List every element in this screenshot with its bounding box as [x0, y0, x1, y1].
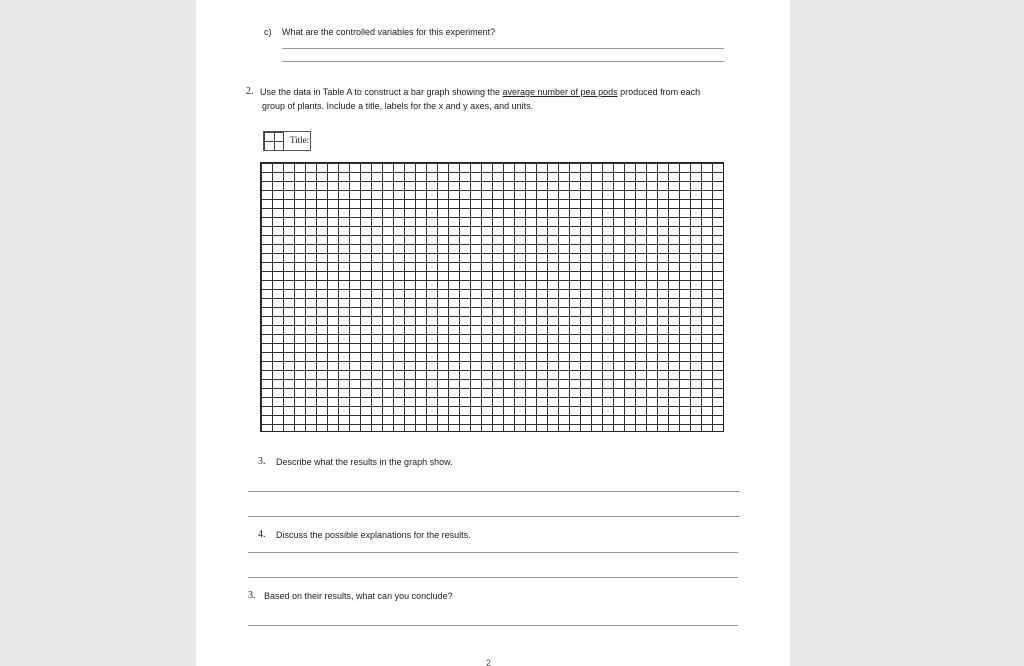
question-2-line2: group of plants. Include a title, labels for the x and y axes, and units.	[262, 101, 534, 111]
question-2-line1: Use the data in Table A to construct a bar graph showing the average number of pea pods produced from each	[260, 87, 701, 97]
answer-line	[248, 491, 740, 492]
underlined-phrase: average number of pea pods	[502, 87, 618, 97]
answer-line	[282, 61, 724, 62]
question-3-text: Describe what the results in the graph show.	[276, 457, 453, 467]
answer-line	[248, 625, 738, 626]
answer-line	[248, 552, 738, 553]
answer-line	[248, 577, 738, 578]
worksheet-page	[196, 0, 790, 666]
graph-title-box	[263, 131, 311, 151]
page-number: 2	[486, 658, 492, 666]
graph-title-label: Title:	[290, 135, 310, 145]
question-c-label: c)	[264, 27, 272, 37]
question-5-number: 3.	[248, 590, 256, 601]
question-4-number: 4.	[258, 529, 266, 540]
graph-paper-grid[interactable]	[260, 162, 724, 432]
question-5-text: Based on their results, what can you conclude?	[264, 591, 453, 601]
question-2-number: 2.	[246, 86, 254, 97]
question-3-number: 3.	[258, 456, 266, 467]
answer-line	[282, 48, 724, 49]
question-c-text: What are the controlled variables for this experiment?	[282, 27, 496, 37]
question-4-text: Discuss the possible explanations for the results.	[276, 530, 471, 540]
mini-grid-icon	[264, 132, 284, 150]
answer-line	[248, 516, 740, 517]
